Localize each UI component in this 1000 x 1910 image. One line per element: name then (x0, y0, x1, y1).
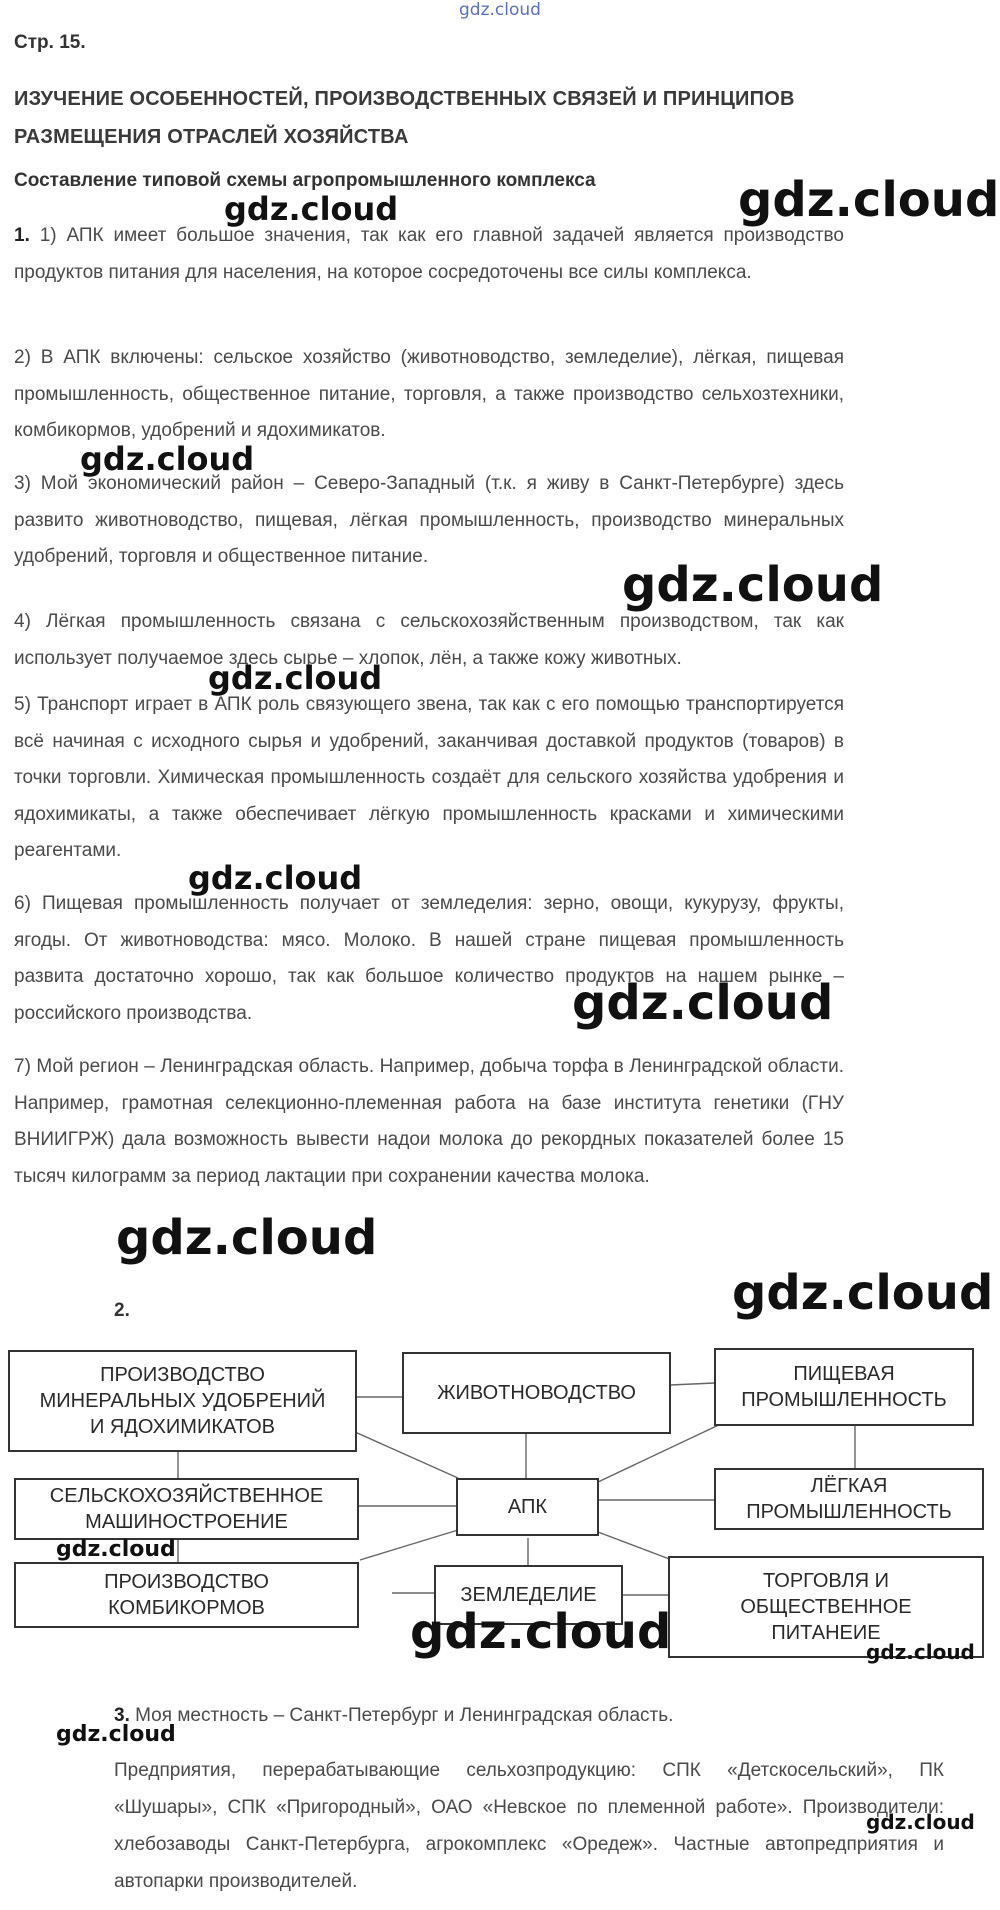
watermark: gdz.cloud (738, 172, 1000, 228)
task1-item-7: 7) Мой регион – Ленинградская область. Например, добыча торфа в Ленинградской области. Например, грамотная селекционно-племенная работа на базе института генетики (ГНУ ВНИИГРЖ) дала возможность вывести надои молока до рекордных показателей более 15 тысяч килограмм за период лактации при сохранении качества молока. (14, 1056, 844, 1187)
box-agricultural-machinery: СЕЛЬСКОХОЗЯЙСТВЕННОЕ МАШИНОСТРОЕНИЕ (14, 1478, 359, 1540)
watermark: gdz.cloud (866, 1640, 975, 1664)
connector-fert-apk (355, 1432, 458, 1478)
task3-number: 3. (114, 1705, 130, 1726)
task1-item-4: 4) Лёгкая промышленность связана с сельскохозяйственным производством, так как использует получаемое здесь сырье – хлопок, лён, а также кожу животных. (14, 611, 844, 669)
page-reference: Стр. 15. (14, 32, 86, 53)
box-animal-husbandry: ЖИВОТНОВОДСТВО (402, 1352, 671, 1434)
box-food-industry: ПИЩЕВАЯ ПРОМЫШЛЕННОСТЬ (714, 1348, 974, 1426)
connector-apk-trade (598, 1532, 672, 1560)
task1-item-3: 3) Мой экономический район – Северо-Западный (т.к. я живу в Санкт-Петербурге) здесь развито животноводство, пищевая, лёгкая промышленность, производство минеральных удобрений, торговля и общественное питание. (14, 473, 844, 567)
task2-number: 2. (114, 1300, 130, 1321)
connector-feed-apk (360, 1530, 458, 1560)
watermark: gdz.cloud (622, 557, 884, 613)
watermark: gdz.cloud (572, 975, 834, 1031)
watermark: gdz.cloud (410, 1604, 672, 1660)
box-apk-center: АПК (456, 1478, 599, 1536)
box-feed-production: ПРОИЗВОДСТВО КОМБИКОРМОВ (14, 1562, 359, 1628)
site-mark: gdz.cloud (459, 0, 541, 20)
watermark: gdz.cloud (208, 659, 383, 697)
task1-item-2: 2) В АПК включены: сельское хозяйство (животноводство, земледелие), лёгкая, пищевая промышленность, общественное питание, торговля, а также производство сельхозтехники, комбикормов, удобрений и ядохимикатов. (14, 347, 844, 441)
task3-intro-text: Моя местность – Санкт-Петербург и Ленинградская область. (135, 1705, 674, 1726)
connector-animal-food (670, 1383, 715, 1385)
task3-intro (114, 1705, 673, 1727)
task1-item-1-text: 1) АПК имеет большое значения, так как его главной задачей является производство продуктов питания для населения, на которое сосредоточены все силы комплекса. (14, 225, 844, 283)
task3-text: Предприятия, перерабатывающие сельхозпродукцию: СПК «Детскосельский», ПК «Шушары», СПК «Пригородный», ОАО «Невское по племенной работе». Производители: хлебозаводы Санкт-Петербурга, агрокомплекс «Оредеж». Частные автопредприятия и автопарки производителей. (114, 1760, 944, 1892)
box-light-industry: ЛЁГКАЯ ПРОМЫШЛЕННОСТЬ (714, 1468, 984, 1530)
watermark: gdz.cloud (866, 1810, 975, 1834)
title-line-1: ИЗУЧЕНИЕ ОСОБЕННОСТЕЙ, ПРОИЗВОДСТВЕННЫХ СВЯЗЕЙ И ПРИНЦИПОВ (14, 88, 795, 110)
box-trade-catering: ТОРГОВЛЯ И ОБЩЕСТВЕННОЕ ПИТАНЕИЕ (668, 1556, 984, 1658)
watermark: gdz.cloud (224, 190, 399, 228)
task1-item-1 (14, 218, 844, 291)
watermark: gdz.cloud (188, 859, 363, 897)
watermark: gdz.cloud (732, 1265, 994, 1321)
watermark: gdz.cloud (56, 1722, 176, 1747)
task1-item-6: 6) Пищевая промышленность получает от земледелия: зерно, овощи, кукурузу, фрукты, ягоды. От животноводства: мясо. Молоко. В нашей стране пищевая промышленность развита достаточно хорошо, так как большое количество продуктов на нашем рынке – российского производства. (14, 893, 844, 1024)
section-subtitle: Составление типовой схемы агропромышленного комплекса (14, 170, 596, 191)
task1-number: 1. (14, 225, 30, 246)
page-title (14, 80, 894, 156)
task1-item-5: 5) Транспорт играет в АПК роль связующего звена, так как с его помощью транспортируется всё начиная с исходного сырья и удобрений, заканчивая доставкой продуктов (товаров) в точки торговли. Химическая промышленность создаёт для сельского хозяйства удобрения и ядохимикаты, а также обеспечивает лёгкую промышленность красками и химическими реагентами. (14, 694, 844, 861)
watermark: gdz.cloud (80, 440, 255, 478)
watermark: gdz.cloud (116, 1210, 378, 1266)
title-line-2: РАЗМЕЩЕНИЯ ОТРАСЛЕЙ ХОЗЯЙСТВА (14, 126, 409, 148)
box-crop-farming: ЗЕМЛЕДЕЛИЕ (434, 1565, 623, 1625)
box-fertilizer-production: ПРОИЗВОДСТВО МИНЕРАЛЬНЫХ УДОБРЕНИЙ И ЯДОХИМИКАТОВ (8, 1350, 357, 1452)
watermark: gdz.cloud (56, 1537, 176, 1562)
